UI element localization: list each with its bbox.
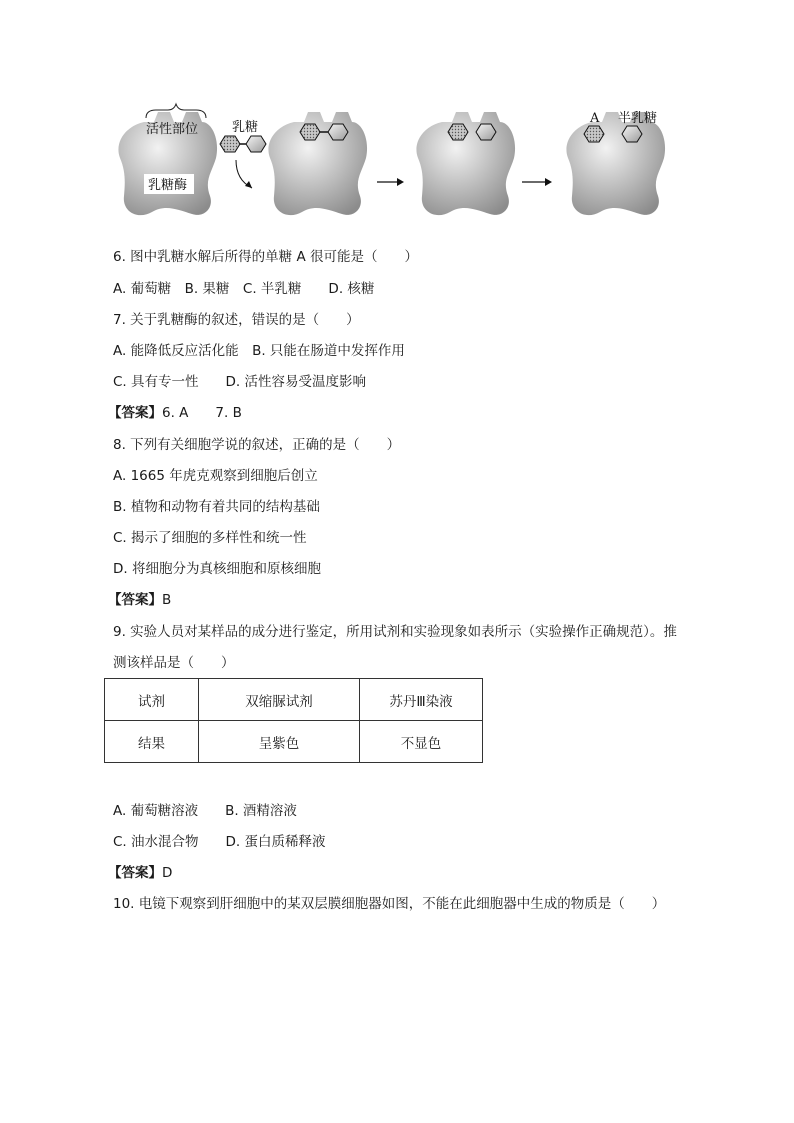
reaction-arrow-head	[397, 178, 404, 186]
answer-text: 6. A 7. B	[162, 405, 242, 421]
question-8-option-c: C. 揭示了细胞的多样性和统一性	[113, 530, 307, 546]
table-cell: 试剂	[105, 679, 199, 721]
galactose-molecule	[622, 126, 642, 142]
answer-text: B	[162, 592, 172, 608]
question-10-stem: 10. 电镜下观察到肝细胞中的某双层膜细胞器如图，不能在此细胞器中生成的物质是（ ）	[113, 896, 666, 912]
table-cell: 不显色	[360, 721, 483, 763]
lactose-label: 乳糖	[232, 120, 259, 135]
enzyme-shape	[566, 112, 665, 215]
question-9-options-ab: A. 葡萄糖溶液 B. 酒精溶液	[113, 803, 297, 819]
question-9-stem-line1: 9. 实验人员对某样品的成分进行鉴定，所用试剂和实验现象如表所示（实验操作正确规范）。推	[113, 624, 677, 640]
answer-6-7	[108, 404, 242, 422]
table-row	[105, 679, 483, 721]
question-8-option-d: D. 将细胞分为真核细胞和原核细胞	[113, 561, 321, 577]
table-cell: 双缩脲试剂	[199, 679, 360, 721]
enzyme-shape	[268, 112, 367, 215]
table-cell: 结果	[105, 721, 199, 763]
product-a-label: A	[590, 111, 600, 126]
question-6-stem: 6. 图中乳糖水解后所得的单糖 A 很可能是（ ）	[113, 249, 418, 265]
active-site-label: 活性部位	[146, 122, 199, 137]
reaction-arrow-head	[545, 178, 552, 186]
enzyme-label: 乳糖酶	[148, 178, 188, 193]
answer-text: D	[162, 865, 173, 881]
question-6-options: A. 葡萄糖 B. 果糖 C. 半乳糖 D. 核糖	[113, 281, 375, 297]
question-8-stem: 8. 下列有关细胞学说的叙述，正确的是（ ）	[113, 437, 401, 453]
answer-tag: 【答案】	[108, 405, 162, 421]
answer-9	[108, 864, 172, 882]
table-cell: 苏丹Ⅲ染液	[360, 679, 483, 721]
table-row	[105, 721, 483, 763]
answer-tag: 【答案】	[108, 592, 162, 608]
lactase-hydrolysis-figure	[112, 100, 682, 230]
monosaccharide-a	[584, 126, 604, 142]
question-8-option-b: B. 植物和动物有着共同的结构基础	[113, 499, 320, 515]
table-cell: 呈紫色	[199, 721, 360, 763]
question-7-stem: 7. 关于乳糖酶的叙述，错误的是（ ）	[113, 312, 360, 328]
galactose-label: 半乳糖	[618, 111, 658, 126]
answer-8	[108, 591, 171, 609]
enzyme-shape	[416, 112, 515, 215]
question-9-options-cd: C. 油水混合物 D. 蛋白质稀释液	[113, 834, 326, 850]
question-9-stem-line2: 测该样品是（ ）	[113, 655, 235, 671]
lactose-molecule	[220, 136, 266, 152]
reagent-result-table	[104, 678, 483, 763]
question-7-options-cd: C. 具有专一性 D. 活性容易受温度影响	[113, 374, 366, 390]
question-8-option-a: A. 1665 年虎克观察到细胞后创立	[113, 468, 318, 484]
answer-tag: 【答案】	[108, 865, 162, 881]
question-7-options-ab: A. 能降低反应活化能 B. 只能在肠道中发挥作用	[113, 343, 405, 359]
